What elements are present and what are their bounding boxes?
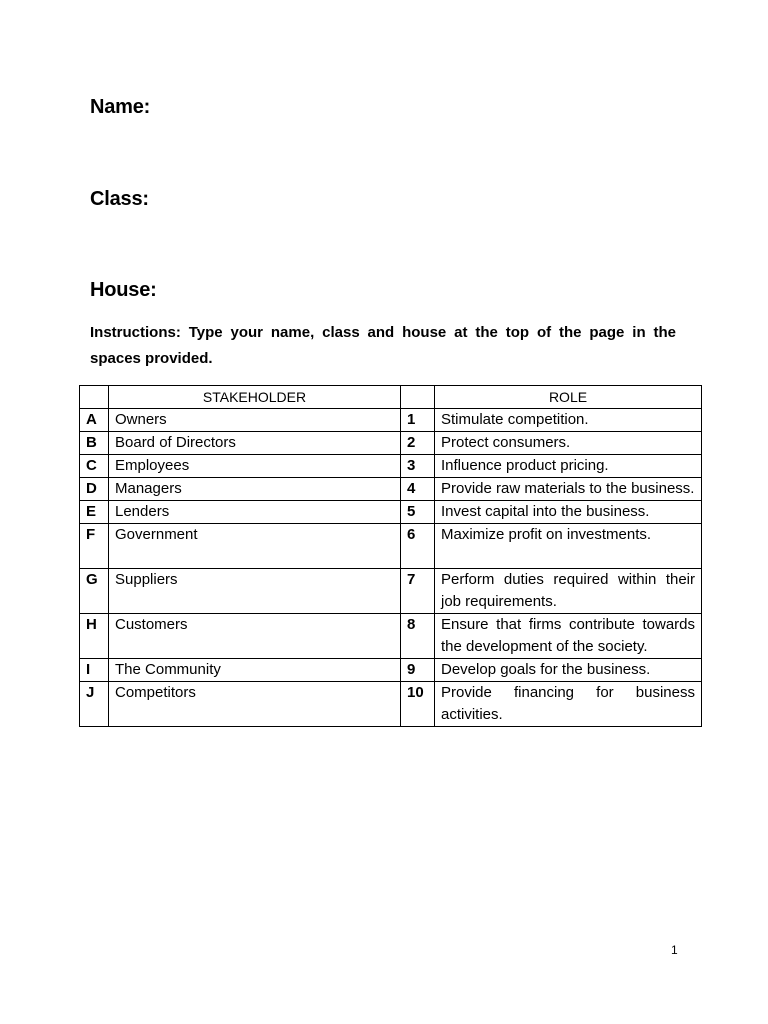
table-row	[80, 409, 702, 432]
name-label: Name:	[90, 96, 151, 118]
role-cell: Protect consumers.	[435, 432, 702, 455]
stakeholder-cell: Customers	[109, 614, 401, 659]
row-letter: D	[80, 478, 109, 501]
row-letter: A	[80, 409, 109, 432]
row-number: 1	[401, 409, 435, 432]
role-cell: Invest capital into the business.	[435, 501, 702, 524]
stakeholder-cell: Government	[109, 524, 401, 569]
role-cell: Perform duties required within their job requirements.	[435, 569, 702, 614]
row-letter: J	[80, 682, 109, 727]
row-letter: I	[80, 659, 109, 682]
table-row	[80, 478, 702, 501]
row-letter: B	[80, 432, 109, 455]
table-row	[80, 524, 702, 569]
page-number: 1	[671, 943, 678, 957]
stakeholder-cell: Competitors	[109, 682, 401, 727]
stakeholder-cell: Owners	[109, 409, 401, 432]
row-number: 4	[401, 478, 435, 501]
table-row	[80, 455, 702, 478]
header-number-cell	[401, 386, 435, 409]
row-letter: F	[80, 524, 109, 569]
row-letter: H	[80, 614, 109, 659]
row-number: 8	[401, 614, 435, 659]
row-number: 3	[401, 455, 435, 478]
row-number: 6	[401, 524, 435, 569]
role-cell: Influence product pricing.	[435, 455, 702, 478]
row-number: 5	[401, 501, 435, 524]
stakeholder-cell: Board of Directors	[109, 432, 401, 455]
table-row	[80, 659, 702, 682]
header-letter-cell	[80, 386, 109, 409]
table-row	[80, 569, 702, 614]
row-letter: G	[80, 569, 109, 614]
stakeholder-role-table	[79, 385, 702, 727]
table-row	[80, 432, 702, 455]
house-label: House:	[90, 279, 157, 301]
table-row	[80, 682, 702, 727]
row-number: 2	[401, 432, 435, 455]
role-cell: Develop goals for the business.	[435, 659, 702, 682]
row-number: 7	[401, 569, 435, 614]
table-row	[80, 501, 702, 524]
role-header: ROLE	[435, 386, 702, 409]
table-row	[80, 614, 702, 659]
role-cell: Provide financing for business activities.	[435, 682, 702, 727]
role-cell: Maximize profit on investments.	[435, 524, 702, 569]
stakeholder-cell: Managers	[109, 478, 401, 501]
stakeholder-cell: Suppliers	[109, 569, 401, 614]
role-cell: Ensure that firms contribute towards the development of the society.	[435, 614, 702, 659]
row-letter: E	[80, 501, 109, 524]
stakeholder-cell: Lenders	[109, 501, 401, 524]
role-cell: Stimulate competition.	[435, 409, 702, 432]
stakeholder-cell: Employees	[109, 455, 401, 478]
row-letter: C	[80, 455, 109, 478]
row-number: 9	[401, 659, 435, 682]
class-label: Class:	[90, 188, 149, 210]
table-header-row	[80, 386, 702, 409]
instructions-text: Instructions: Type your name, class and house at the top of the page in the spaces provided.	[90, 324, 676, 367]
stakeholder-cell: The Community	[109, 659, 401, 682]
row-number: 10	[401, 682, 435, 727]
role-cell: Provide raw materials to the business.	[435, 478, 702, 501]
stakeholder-header: STAKEHOLDER	[109, 386, 401, 409]
